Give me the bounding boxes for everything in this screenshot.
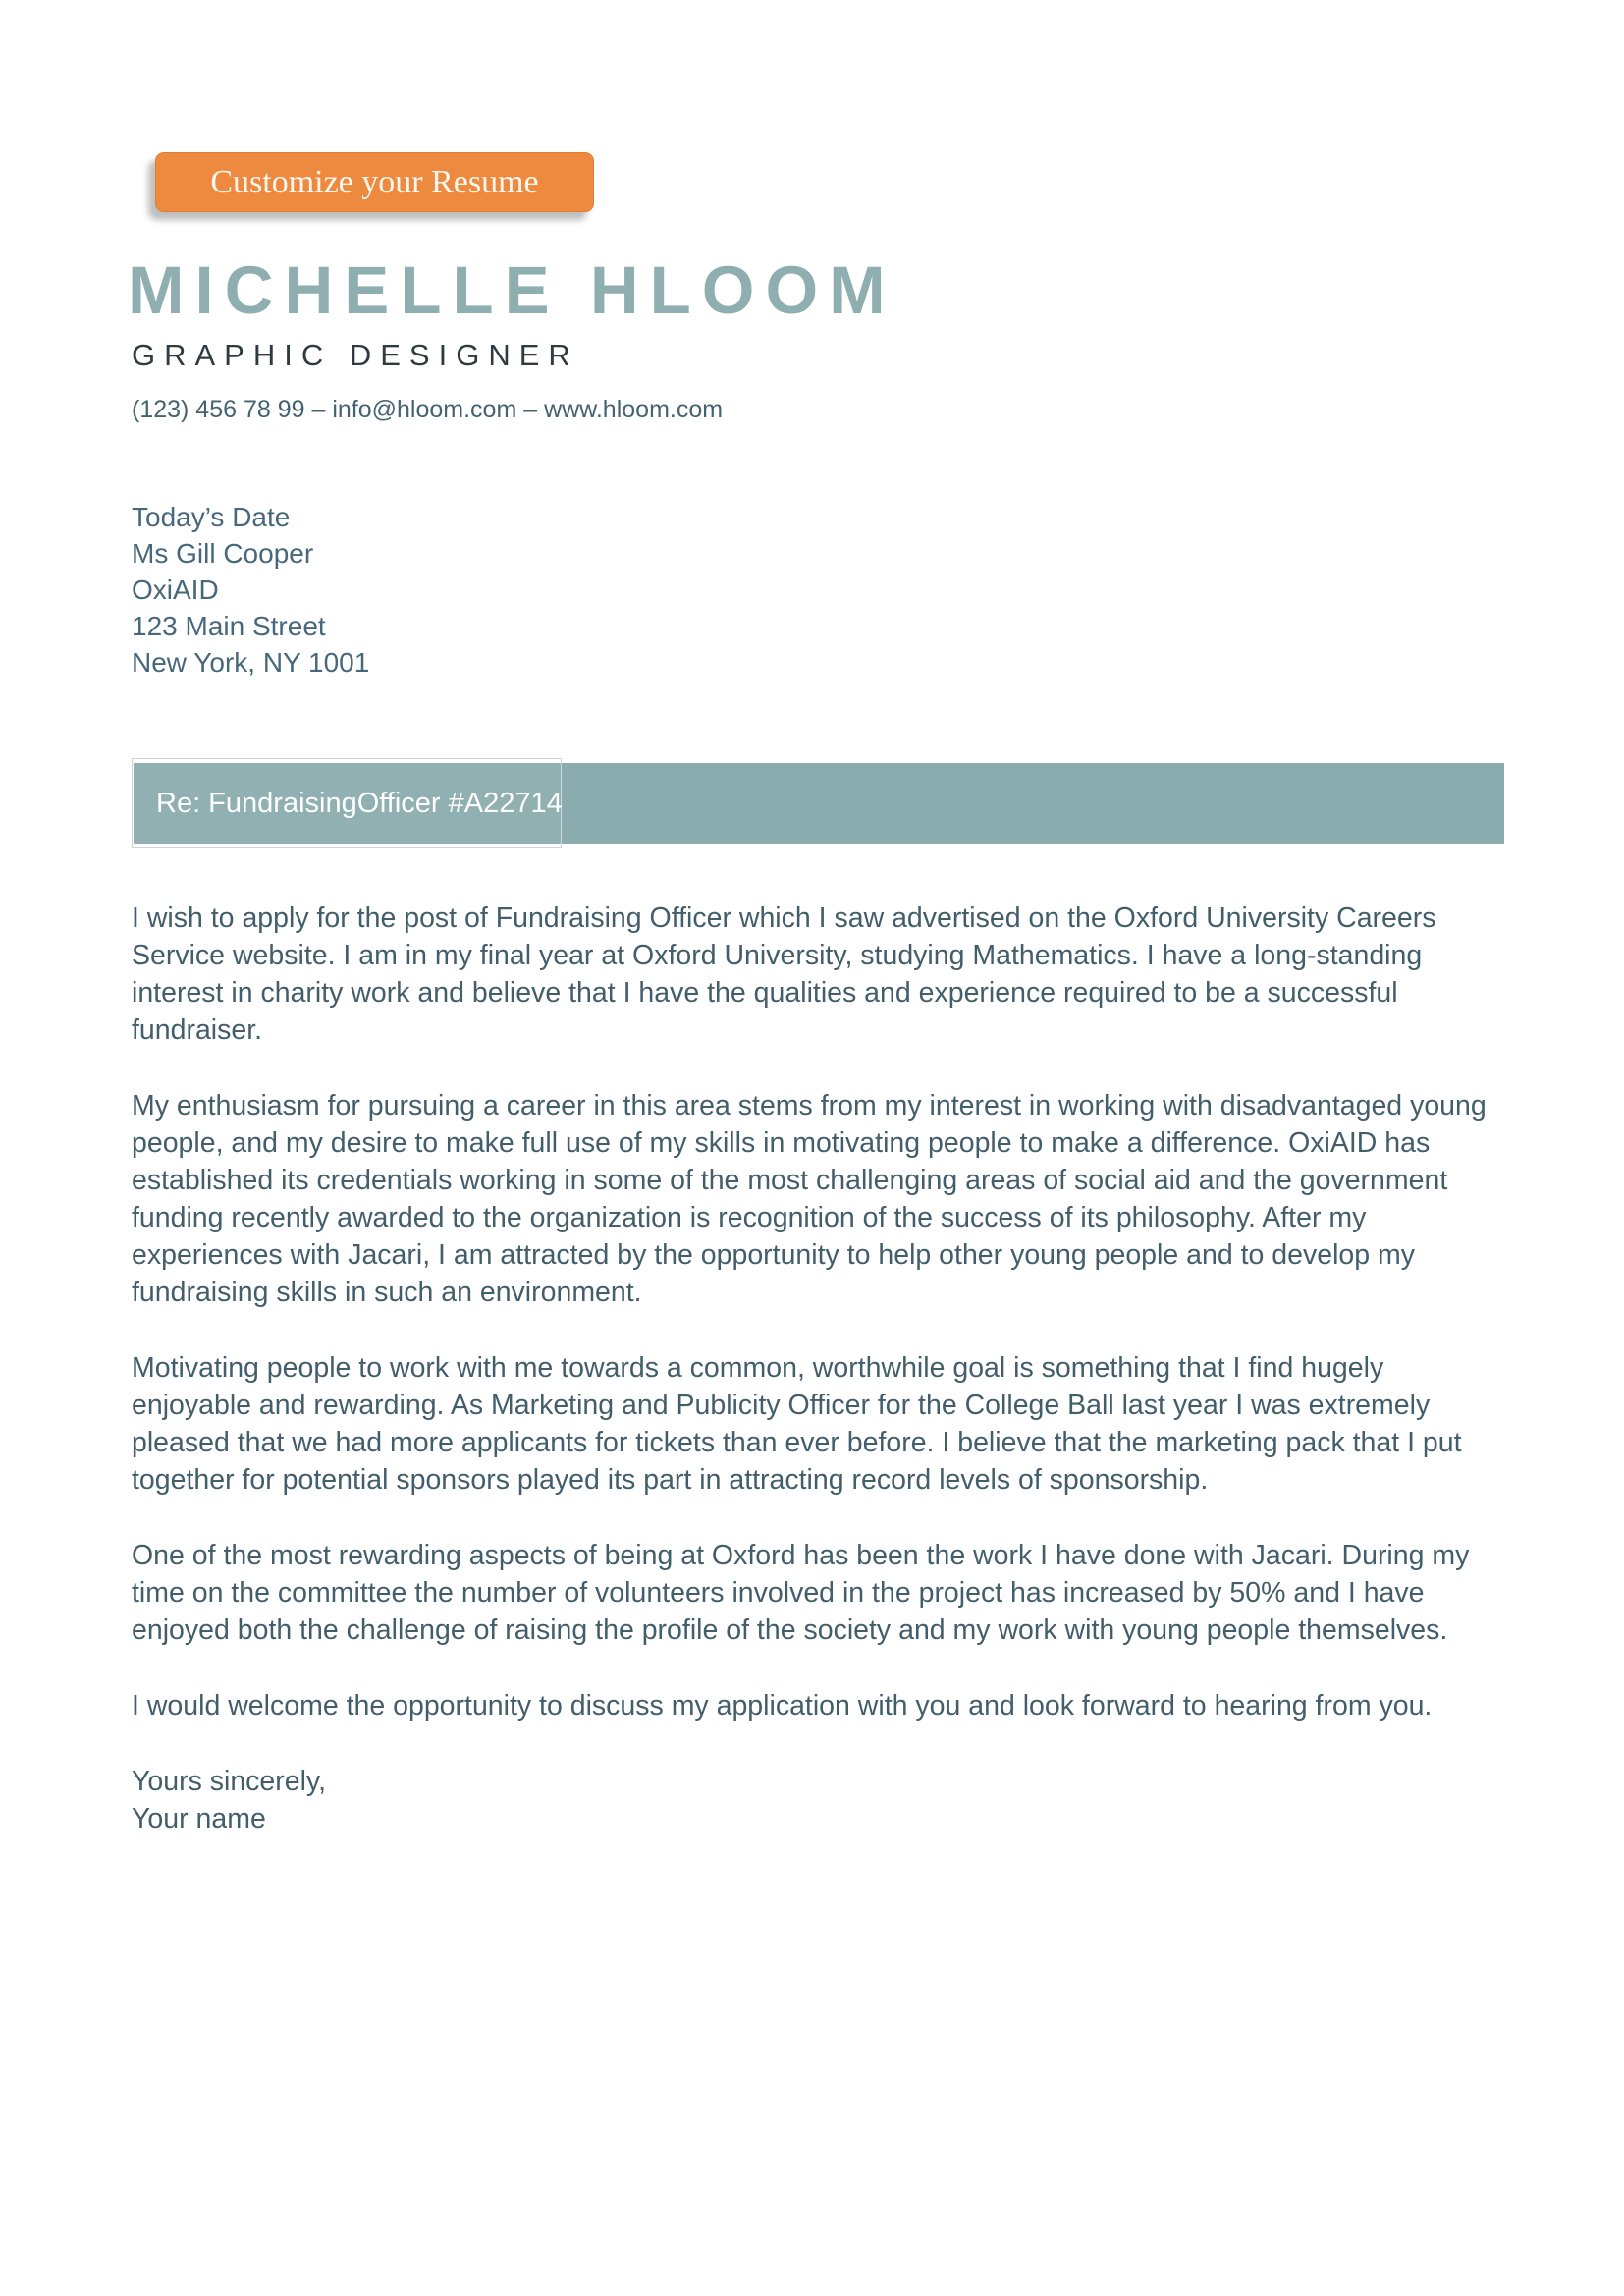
closing-salutation: Yours sincerely, (132, 1766, 327, 1797)
recipient-line-date: Today’s Date (132, 502, 291, 532)
contact-info-line: (123) 456 78 99 – info@hloom.com – www.hloom.com (132, 396, 724, 423)
recipient-line-name: Ms Gill Cooper (132, 538, 314, 569)
recipient-address-block (132, 499, 369, 681)
recipient-line-city: New York, NY 1001 (132, 647, 370, 678)
letter-paragraph-3: Motivating people to work with me towards a common, worthwhile goal is something that I find hugely enjoyable and rewarding. As Marketing and Publicity Officer for the College Ball last year I was extremely pleased that we had more applicants for tickets than ever before. I believe that the marketing pack that I put together for potential sponsors played its part in attracting record levels of sponsorship. (132, 1352, 1462, 1496)
subject-banner (134, 763, 1504, 844)
letter-paragraph-5: I would welcome the opportunity to discuss my application with you and look forward to hearing from you. (132, 1690, 1433, 1722)
customize-resume-button[interactable]: Customize your Resume (155, 152, 594, 212)
person-name-heading: MICHELLE HLOOM (128, 252, 896, 328)
recipient-line-street: 123 Main Street (132, 611, 326, 641)
letter-body (132, 900, 1504, 1837)
letter-paragraph-1: I wish to apply for the post of Fundraising Officer which I saw advertised on the Oxford University Careers Service website. I am in my final year at Oxford University, studying Mathematics. I have a long-standing interest in charity work and believe that I have the qualities and experience required to be a successful fundraiser. (132, 902, 1436, 1046)
letter-closing (132, 1763, 1504, 1837)
job-title-subheading: GRAPHIC DESIGNER (132, 338, 579, 372)
subject-banner-text: Re: FundraisingOfficer #A22714 (156, 787, 563, 819)
recipient-line-organization: OxiAID (132, 574, 219, 605)
letter-paragraph-4: One of the most rewarding aspects of being at Oxford has been the work I have done with Jacari. During my time on the committee the number of volunteers involved in the project has increased by 50% and I have enjoyed both the challenge of raising the profile of the society and my work with young people themselves. (132, 1540, 1470, 1646)
closing-signature: Your name (132, 1803, 266, 1834)
letter-paragraph-2: My enthusiasm for pursuing a career in this area stems from my interest in working with disadvantaged young people, and my desire to make full use of my skills in motivating people to make a difference. OxiAID has established its credentials working in some of the most challenging areas of social aid and the government funding recently awarded to the organization is recognition of the success of its philosophy. After my experiences with Jacari, I am attracted by the opportunity to help other young people and to develop my fundraising skills in such an environment. (132, 1090, 1487, 1308)
